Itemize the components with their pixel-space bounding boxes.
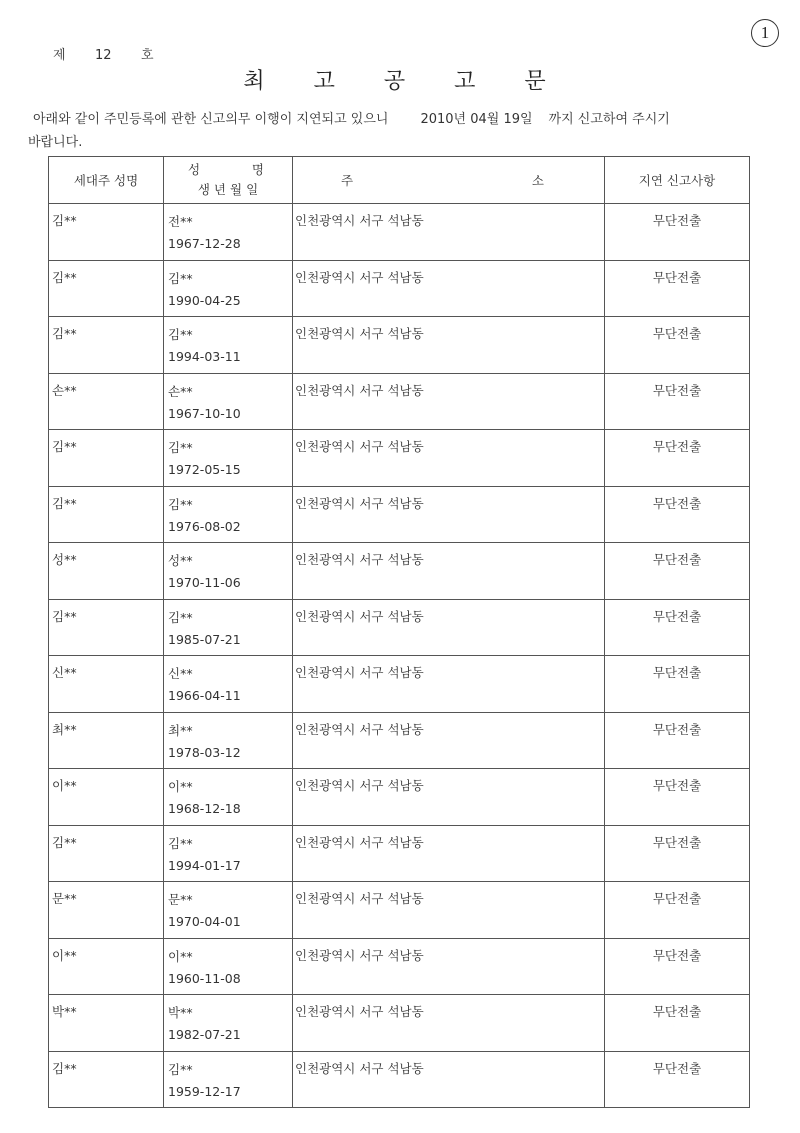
header-householder: 세대주 성명 bbox=[49, 157, 164, 204]
member-dob: 1970-11-06 bbox=[168, 575, 241, 590]
intro-line-2: 바랍니다. bbox=[28, 135, 83, 150]
member-name: 이** bbox=[168, 948, 193, 964]
householder-name: 최** bbox=[49, 712, 164, 769]
member-cell bbox=[164, 1051, 293, 1108]
householder-name: 이** bbox=[49, 769, 164, 826]
member-dob: 1968-12-18 bbox=[168, 801, 241, 816]
status-cell: 무단전출 bbox=[605, 599, 750, 656]
table-row bbox=[49, 825, 750, 882]
householder-name: 문** bbox=[49, 882, 164, 939]
address-cell: 인천광역시 서구 석남동 bbox=[293, 260, 605, 317]
member-cell bbox=[164, 204, 293, 261]
member-name: 김** bbox=[168, 1061, 193, 1077]
member-cell bbox=[164, 430, 293, 487]
member-dob: 1959-12-17 bbox=[168, 1083, 241, 1099]
member-cell bbox=[164, 995, 293, 1052]
member-dob: 1970-04-01 bbox=[168, 914, 241, 929]
status-cell: 무단전출 bbox=[605, 825, 750, 882]
householder-name: 신** bbox=[49, 656, 164, 713]
address-cell: 인천광역시 서구 석남동 bbox=[293, 1051, 605, 1108]
member-name: 김** bbox=[168, 835, 193, 851]
address-cell: 인천광역시 서구 석남동 bbox=[293, 204, 605, 261]
header-name-dob bbox=[164, 157, 293, 204]
member-name: 성** bbox=[168, 553, 193, 568]
table-row bbox=[49, 995, 750, 1052]
member-name: 김** bbox=[168, 270, 193, 286]
householder-name: 김** bbox=[49, 599, 164, 656]
table-row bbox=[49, 543, 750, 600]
intro-text-before: 아래와 같이 주민등록에 관한 신고의무 이행이 지연되고 있으니 bbox=[33, 112, 389, 127]
member-dob: 1994-03-11 bbox=[168, 349, 241, 364]
householder-name: 김** bbox=[49, 825, 164, 882]
address-cell: 인천광역시 서구 석남동 bbox=[293, 656, 605, 713]
member-cell bbox=[164, 543, 293, 600]
table-row bbox=[49, 373, 750, 430]
intro-line bbox=[33, 108, 670, 127]
address-cell: 인천광역시 서구 석남동 bbox=[293, 543, 605, 600]
status-cell: 무단전출 bbox=[605, 769, 750, 826]
member-cell bbox=[164, 656, 293, 713]
table-row bbox=[49, 430, 750, 487]
document-title: 최 고 공 고 문 bbox=[243, 69, 567, 94]
member-name: 김** bbox=[168, 496, 193, 512]
member-dob: 1994-01-17 bbox=[168, 857, 241, 873]
table-row bbox=[49, 656, 750, 713]
member-name: 김** bbox=[168, 609, 193, 625]
status-cell: 무단전출 bbox=[605, 430, 750, 487]
table-row bbox=[49, 1051, 750, 1108]
table-header-row bbox=[49, 157, 750, 204]
member-dob: 1967-10-10 bbox=[168, 405, 241, 421]
status-cell: 무단전출 bbox=[605, 373, 750, 430]
status-cell: 무단전출 bbox=[605, 260, 750, 317]
status-cell: 무단전출 bbox=[605, 486, 750, 543]
householder-name: 김** bbox=[49, 317, 164, 374]
member-dob: 1978-03-12 bbox=[168, 744, 241, 760]
deadline-date: 2010년 04월 19일 bbox=[420, 112, 533, 127]
householder-name: 김** bbox=[49, 1051, 164, 1108]
status-cell: 무단전출 bbox=[605, 995, 750, 1052]
member-cell bbox=[164, 938, 293, 995]
address-cell: 인천광역시 서구 석남동 bbox=[293, 938, 605, 995]
member-dob: 1960-11-08 bbox=[168, 970, 241, 986]
address-cell: 인천광역시 서구 석남동 bbox=[293, 825, 605, 882]
table-row bbox=[49, 599, 750, 656]
status-cell: 무단전출 bbox=[605, 543, 750, 600]
status-cell: 무단전출 bbox=[605, 938, 750, 995]
status-cell: 무단전출 bbox=[605, 656, 750, 713]
member-cell bbox=[164, 712, 293, 769]
householder-name: 김** bbox=[49, 260, 164, 317]
address-cell: 인천광역시 서구 석남동 bbox=[293, 373, 605, 430]
member-name: 이** bbox=[168, 779, 193, 794]
status-cell: 무단전출 bbox=[605, 204, 750, 261]
householder-name: 성** bbox=[49, 543, 164, 600]
member-cell bbox=[164, 260, 293, 317]
address-cell: 인천광역시 서구 석남동 bbox=[293, 712, 605, 769]
member-cell bbox=[164, 486, 293, 543]
householder-name: 김** bbox=[49, 204, 164, 261]
member-dob: 1990-04-25 bbox=[168, 292, 241, 308]
address-cell: 인천광역시 서구 석남동 bbox=[293, 599, 605, 656]
member-dob: 1985-07-21 bbox=[168, 631, 241, 647]
member-cell bbox=[164, 825, 293, 882]
member-cell bbox=[164, 769, 293, 826]
table-row bbox=[49, 317, 750, 374]
header-name-b: 명 bbox=[251, 162, 264, 177]
address-cell: 인천광역시 서구 석남동 bbox=[293, 769, 605, 826]
notice-number bbox=[53, 44, 154, 63]
member-name: 신** bbox=[168, 666, 193, 681]
status-cell: 무단전출 bbox=[605, 1051, 750, 1108]
notice-number-value: 12 bbox=[95, 48, 112, 63]
header-address-b: 소 bbox=[531, 173, 544, 188]
header-dob: 생년월일 bbox=[197, 182, 263, 197]
member-dob: 1976-08-02 bbox=[168, 518, 241, 534]
table-row bbox=[49, 769, 750, 826]
member-dob: 1966-04-11 bbox=[168, 688, 241, 703]
status-cell: 무단전출 bbox=[605, 882, 750, 939]
member-name: 문** bbox=[168, 892, 193, 907]
page-number-mark: 1 bbox=[751, 19, 779, 47]
notice-number-prefix: 제 bbox=[53, 48, 66, 63]
table-row bbox=[49, 712, 750, 769]
member-name: 전** bbox=[168, 214, 193, 229]
address-cell: 인천광역시 서구 석남동 bbox=[293, 430, 605, 487]
address-cell: 인천광역시 서구 석남동 bbox=[293, 486, 605, 543]
member-name: 박** bbox=[168, 1005, 193, 1020]
table-row bbox=[49, 204, 750, 261]
status-cell: 무단전출 bbox=[605, 317, 750, 374]
status-cell: 무단전출 bbox=[605, 712, 750, 769]
address-cell: 인천광역시 서구 석남동 bbox=[293, 317, 605, 374]
member-dob: 1972-05-15 bbox=[168, 462, 241, 477]
header-address bbox=[293, 157, 605, 204]
member-name: 김** bbox=[168, 440, 193, 455]
address-cell: 인천광역시 서구 석남동 bbox=[293, 995, 605, 1052]
intro-text-after: 까지 신고하여 주시기 bbox=[548, 112, 670, 127]
member-cell bbox=[164, 599, 293, 656]
address-cell: 인천광역시 서구 석남동 bbox=[293, 882, 605, 939]
member-name: 최** bbox=[168, 722, 193, 738]
member-cell bbox=[164, 317, 293, 374]
member-cell bbox=[164, 373, 293, 430]
householder-name: 박** bbox=[49, 995, 164, 1052]
header-status: 지연 신고사항 bbox=[605, 157, 750, 204]
table-row bbox=[49, 486, 750, 543]
member-name: 김** bbox=[168, 327, 193, 342]
notice-number-suffix: 호 bbox=[141, 48, 154, 63]
householder-name: 손** bbox=[49, 373, 164, 430]
member-cell bbox=[164, 882, 293, 939]
notice-table bbox=[48, 156, 750, 1108]
member-name: 손** bbox=[168, 383, 193, 399]
table-row bbox=[49, 938, 750, 995]
householder-name: 김** bbox=[49, 486, 164, 543]
member-dob: 1967-12-28 bbox=[168, 236, 241, 251]
householder-name: 김** bbox=[49, 430, 164, 487]
header-address-a: 주 bbox=[341, 173, 354, 188]
table-row bbox=[49, 260, 750, 317]
member-dob: 1982-07-21 bbox=[168, 1027, 241, 1042]
householder-name: 이** bbox=[49, 938, 164, 995]
table-row bbox=[49, 882, 750, 939]
header-name-a: 성 bbox=[188, 162, 201, 177]
